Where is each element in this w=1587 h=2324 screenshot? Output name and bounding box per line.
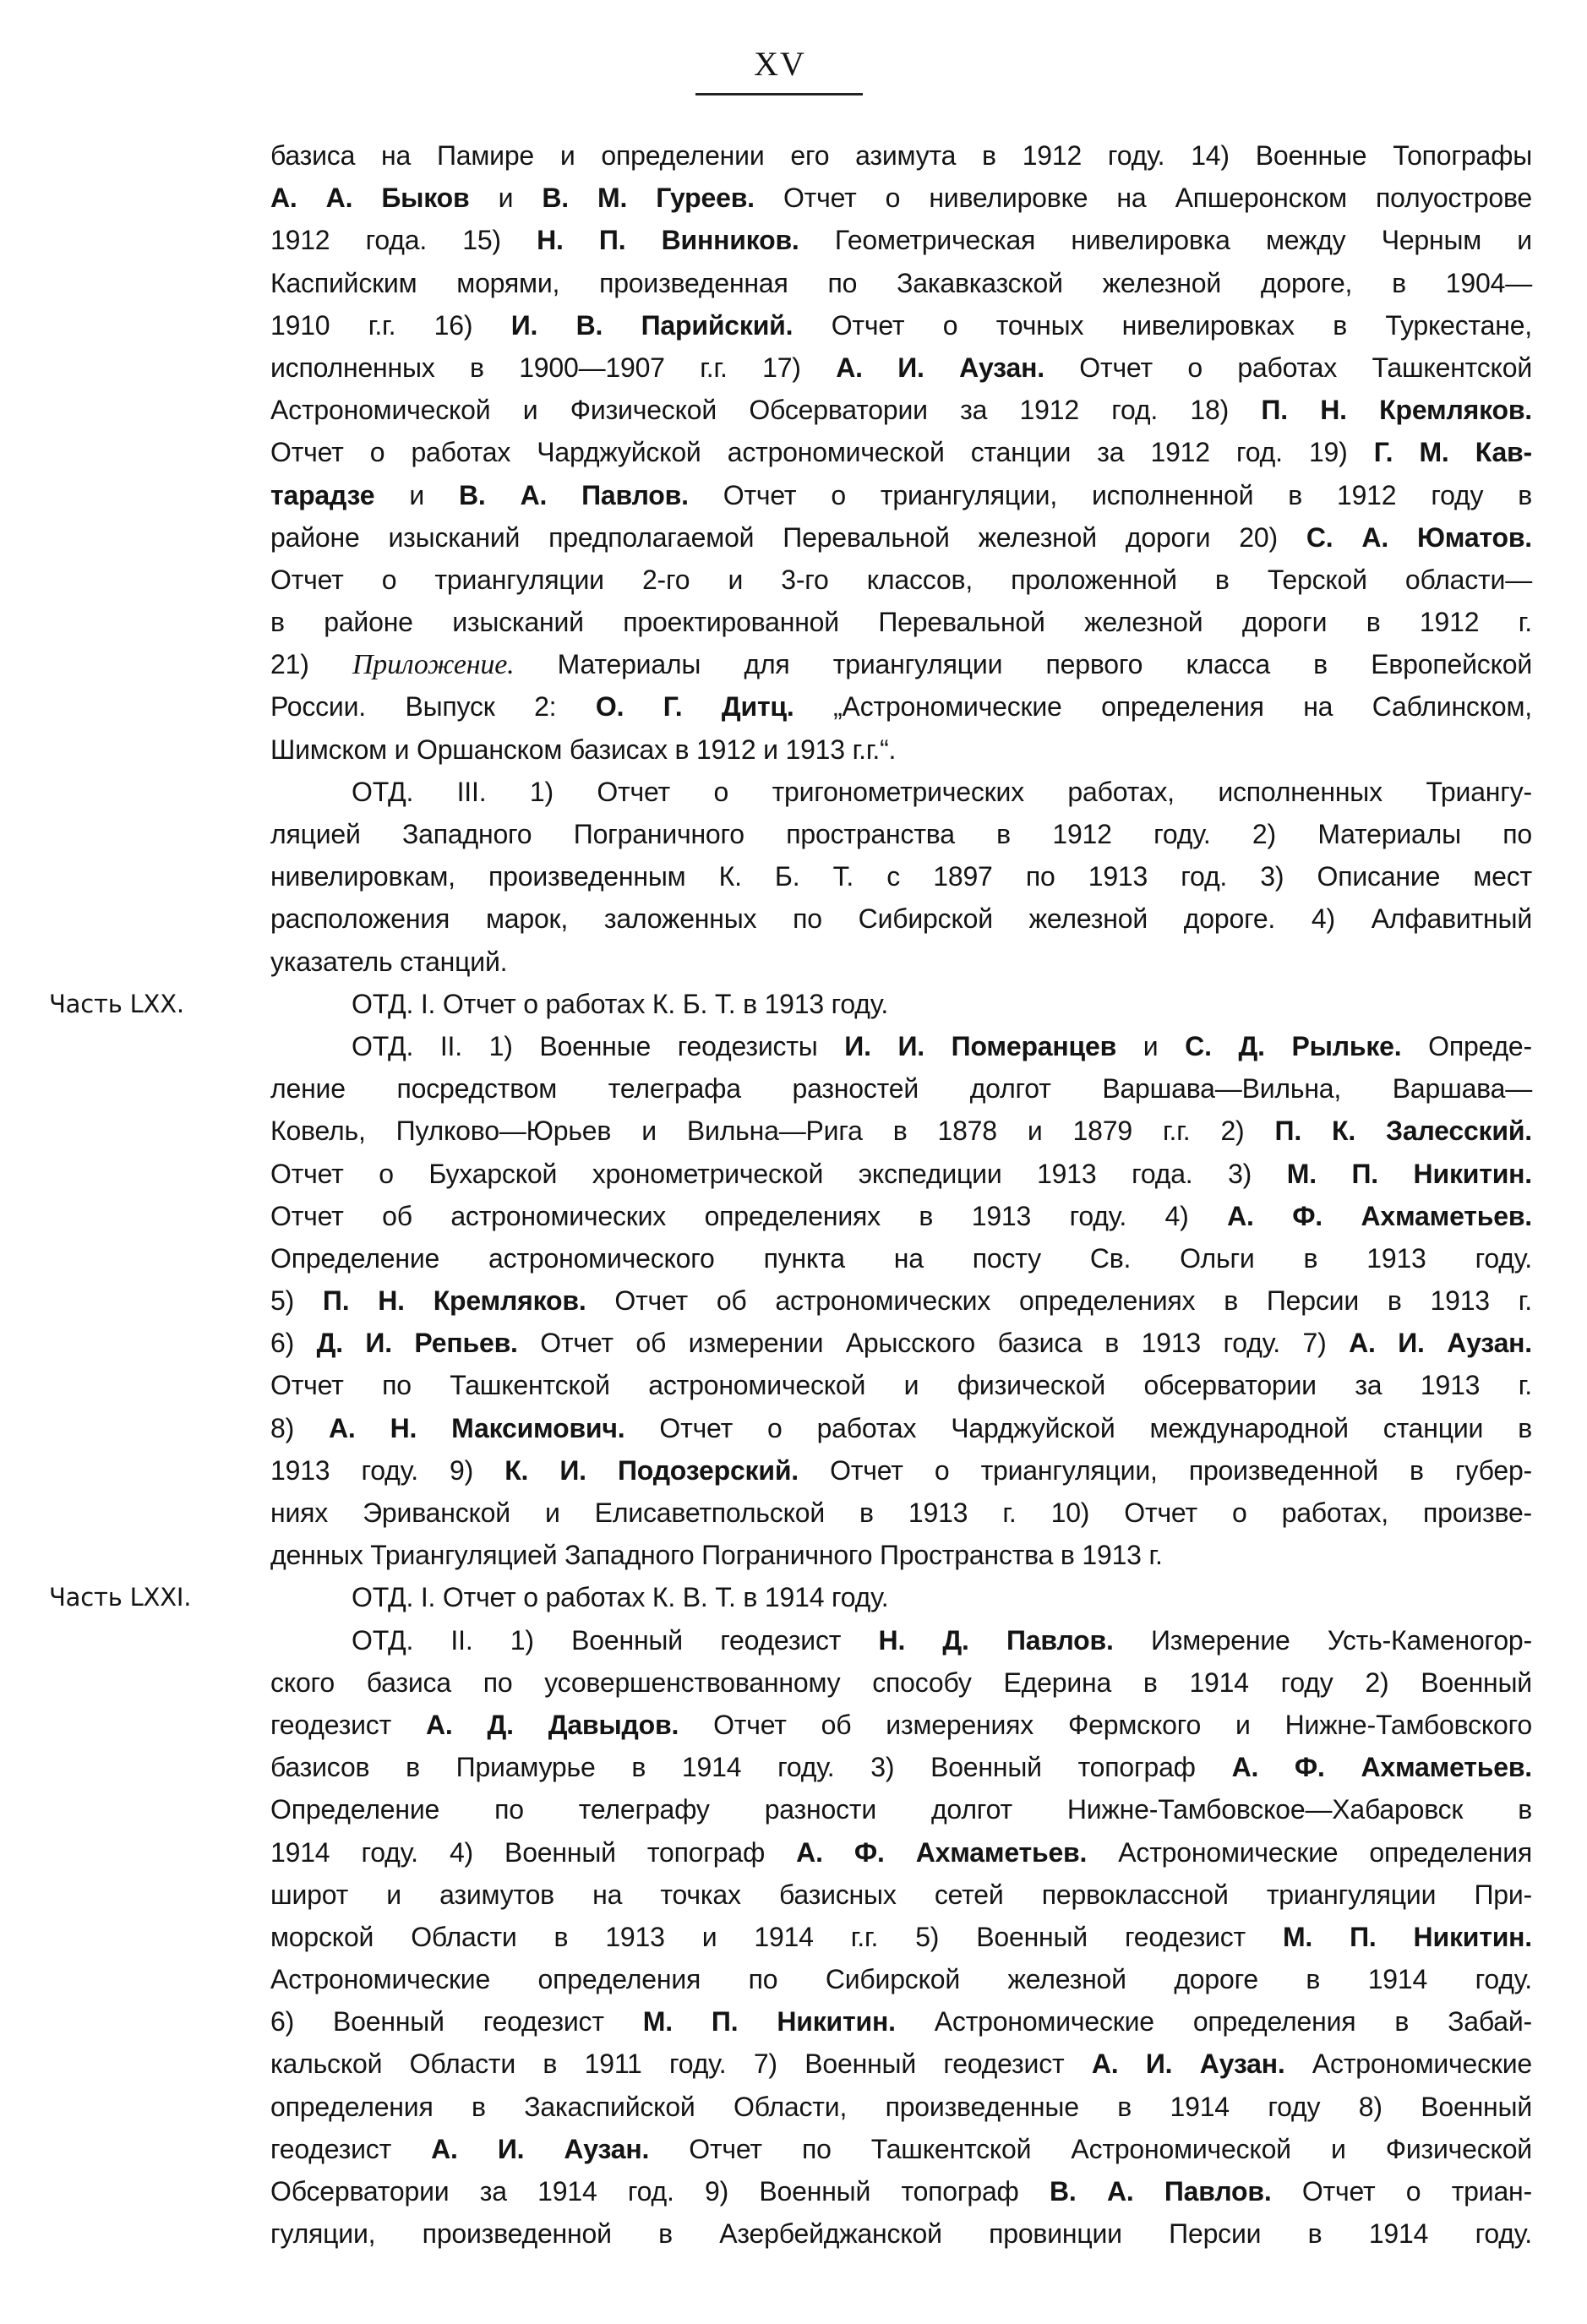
text-run: Отчет об астрономических определениях в Персии в 1913 г. <box>586 1285 1532 1317</box>
text-line <box>49 983 1532 1025</box>
text-run: Отчет о триангуляции 2-го и 3-го классов, проложенной в Терской области— <box>270 564 1532 595</box>
text-line <box>270 559 1532 601</box>
text-run: Отчет о триангуляции, исполненной в 1912 году в <box>688 479 1533 510</box>
text-run: Каспийским морями, произведенная по Закавказской железной дороге, в 1904— <box>270 267 1532 298</box>
author-name: А. Н. Максимович. <box>329 1412 625 1443</box>
text-run: ского базиса по усовершенствованному способу Едерина в 1914 году 2) Военный <box>270 1667 1532 1698</box>
text-run: ОТД. I. Отчет о работах К. Б. Т. в 1913 году. <box>352 988 889 1019</box>
text-run: и <box>469 183 543 214</box>
text-line <box>270 1237 1532 1279</box>
text-line <box>270 1958 1532 2000</box>
text-run: Измерение Усть-Каменогор- <box>1113 1624 1532 1656</box>
author-name: П. Н. Кремляков. <box>322 1285 586 1317</box>
italic-term: Приложение. <box>352 649 515 681</box>
text-line <box>270 1322 1532 1364</box>
text-run: 1910 г.г. 16) <box>270 309 511 341</box>
text-run: ОТД. I. Отчет о работах К. В. Т. в 1914 году. <box>352 1582 889 1613</box>
text-run: и <box>1116 1030 1186 1061</box>
author-name: А. И. Аузан. <box>1349 1328 1533 1359</box>
author-name: С. Д. Рыльке. <box>1185 1030 1402 1061</box>
text-line <box>270 1279 1532 1322</box>
text-line <box>270 2000 1532 2043</box>
text-run: Шимском и Оршанском базисах в 1912 и 1913 г.г.“. <box>270 734 897 765</box>
text-run: определения в Закаспийской Области, произведенные в 1914 году 8) Военный <box>270 2091 1532 2122</box>
author-name: В. А. Павлов. <box>459 479 689 510</box>
author-name: А. Ф. Ахмаметьев. <box>796 1836 1088 1868</box>
author-name: А. Ф. Ахмаметьев. <box>1231 1752 1532 1783</box>
text-run: 6) <box>270 1328 317 1359</box>
text-line <box>270 1492 1532 1534</box>
text-line <box>270 601 1532 643</box>
text-run: районе изысканий предполагаемой Перевальной железной дороги 20) <box>270 521 1306 553</box>
text-run: Определение по телеграфу разности долгот Нижне-Тамбовское—Хабаровск в <box>270 1794 1532 1825</box>
text-run: 1913 году. 9) <box>270 1454 505 1486</box>
text-line <box>270 177 1532 219</box>
text-line <box>270 1874 1532 1916</box>
text-run: Отчет о точных нивелировках в Туркестане, <box>793 309 1532 341</box>
text-run: 1914 году. 4) Военный топограф <box>270 1836 797 1868</box>
text-line <box>270 1619 1532 1661</box>
author-name: И. В. Парийский. <box>510 309 794 341</box>
text-line <box>270 516 1532 559</box>
text-run: Отчет о триан- <box>1271 2176 1532 2207</box>
text-run: базиса на Памире и определении его азимута в 1912 году. 14) Военные Топографы <box>270 140 1532 171</box>
text-line <box>270 2212 1532 2255</box>
text-run: Отчет об астрономических определениях в 1913 году. 4) <box>270 1200 1228 1231</box>
text-line <box>270 685 1532 728</box>
text-run: Отчет о нивелировке на Апшеронском полуострове <box>754 183 1532 214</box>
author-name: О. Г. Дитц. <box>595 691 794 723</box>
text-run: 1912 года. 15) <box>270 225 537 256</box>
text-run: кальской Области в 1911 году. 7) Военный геодезист <box>270 2049 1092 2080</box>
text-run: Обсерватории за 1914 год. 9) Военный топограф <box>270 2176 1050 2207</box>
text-run: ОТД. III. 1) Отчет о тригонометрических работах, исполненных Триангу- <box>352 776 1532 807</box>
text-run: Отчет по Ташкентской астрономической и физической обсерватории за 1913 г. <box>270 1370 1532 1401</box>
page-number: XV <box>754 45 806 83</box>
text-run: ОТД. II. 1) Военные геодезисты <box>352 1030 845 1061</box>
page-number-rule <box>695 93 863 95</box>
text-run: Отчет о работах Ташкентской <box>1044 352 1532 383</box>
text-line <box>270 941 1532 983</box>
text-run: Астрономические определения <box>1087 1836 1532 1868</box>
text-line <box>270 1704 1532 1746</box>
text-run: Астрономические определения в Забай- <box>895 2006 1532 2038</box>
author-name: В. А. Павлов. <box>1050 2176 1272 2207</box>
text-run: 21) <box>270 649 352 680</box>
author-name: А. А. Быков <box>270 183 470 214</box>
text-run: нивелировкам, произведенным К. Б. Т. с 1897 по 1913 год. 3) Описание мест <box>270 861 1532 892</box>
text-run: Отчет о работах Чарджуйской международной станции в <box>624 1412 1532 1443</box>
text-line <box>270 431 1532 473</box>
text-run: геодезист <box>270 2133 432 2164</box>
text-line <box>270 1025 1532 1067</box>
text-run: 5) <box>270 1285 323 1317</box>
author-name: А. И. Аузан. <box>431 2133 650 2164</box>
text-line <box>270 1407 1532 1449</box>
author-name: Н. Д. Павлов. <box>878 1624 1114 1656</box>
author-name: М. П. Никитин. <box>1282 1921 1532 1952</box>
text-line <box>270 1534 1532 1576</box>
text-run: Отчет о триангуляции, произведенной в губер- <box>799 1454 1532 1486</box>
author-name: К. И. Подозерский. <box>504 1454 799 1486</box>
text-line <box>270 304 1532 346</box>
author-name: М. П. Никитин. <box>642 2006 896 2038</box>
text-run: Геометрическая нивелировка между Черным и <box>799 225 1532 256</box>
text-line <box>270 897 1532 940</box>
author-name: А. Ф. Ахмаметьев. <box>1227 1200 1532 1231</box>
text-run: и <box>374 479 460 510</box>
text-run: ниях Эриванской и Елисаветпольской в 1913 г. 10) Отчет о работах, произве- <box>270 1498 1532 1528</box>
text-line <box>270 219 1532 261</box>
text-run: Отчет об измерениях Фермского и Нижне-Тамбовского <box>679 1709 1532 1740</box>
author-name: П. Н. Кремляков. <box>1261 395 1532 426</box>
author-name: П. К. Залесский. <box>1274 1116 1532 1147</box>
text-run: „Астрономические определения на Саблинском, <box>794 691 1532 723</box>
text-line <box>270 728 1532 771</box>
text-line <box>270 1661 1532 1704</box>
text-run: Астрономические <box>1284 2049 1532 2080</box>
part-margin-label: Часть LXXI. <box>49 1583 192 1612</box>
text-line <box>270 1788 1532 1830</box>
text-line <box>270 1746 1532 1788</box>
author-name: Г. М. Кав- <box>1373 437 1532 468</box>
author-name: И. И. Померанцев <box>844 1030 1117 1061</box>
text-run: ление посредством телеграфа разностей долгот Варшава—Вильна, Варшава— <box>270 1073 1532 1105</box>
text-line <box>270 855 1532 897</box>
text-run: денных Триангуляцией Западного Пограничного Пространства в 1913 г. <box>270 1540 1163 1571</box>
text-run: Определение астрономического пункта на посту Св. Ольги в 1913 году. <box>270 1242 1532 1274</box>
text-line <box>270 1449 1532 1492</box>
text-run: Астрономической и Физической Обсерватории за 1912 год. 18) <box>270 395 1262 426</box>
text-run: Материалы для триангуляции первого класса в Европейской <box>514 649 1532 680</box>
text-line <box>270 2086 1532 2128</box>
text-run: Опреде- <box>1401 1030 1532 1061</box>
text-run: Отчет о Бухарской хронометрической экспедиции 1913 года. 3) <box>270 1158 1287 1189</box>
text-run: Отчет о работах Чарджуйской астрономической станции за 1912 год. 19) <box>270 437 1374 468</box>
text-line <box>270 1067 1532 1110</box>
text-run: ляцией Западного Пограничного пространства в 1912 году. 2) Материалы по <box>270 819 1532 849</box>
text-run: Ковель, Пулково—Юрьев и Вильна—Рига в 1878 и 1879 г.г. 2) <box>270 1116 1275 1147</box>
text-run: Астрономические определения по Сибирской железной дороге в 1914 году. <box>270 1964 1532 1995</box>
text-line <box>270 389 1532 431</box>
author-name: А. Д. Давыдов. <box>425 1709 679 1740</box>
text-run: ОТД. II. 1) Военный геодезист <box>352 1624 879 1656</box>
text-line <box>270 474 1532 516</box>
author-name: А. И. Аузан. <box>836 352 1044 383</box>
text-line <box>270 2170 1532 2212</box>
text-line <box>270 1916 1532 1958</box>
text-line <box>270 134 1532 177</box>
author-name: А. И. Аузан. <box>1091 2049 1285 2080</box>
text-run: геодезист <box>270 1709 426 1740</box>
text-run: России. Выпуск 2: <box>270 691 596 723</box>
text-run: Отчет по Ташкентской Астрономической и Физической <box>649 2133 1532 2164</box>
text-line <box>270 643 1532 685</box>
text-line <box>270 771 1532 813</box>
text-run: морской Области в 1913 и 1914 г.г. 5) Военный геодезист <box>270 1921 1283 1952</box>
text-line <box>270 262 1532 304</box>
author-name: тарадзе <box>270 479 375 510</box>
text-run: в районе изысканий проектированной Перевальной железной дороги в 1912 г. <box>270 607 1532 638</box>
text-line <box>270 1195 1532 1237</box>
text-run: 8) <box>270 1412 330 1443</box>
text-line <box>270 1153 1532 1195</box>
author-name: Н. П. Винников. <box>537 225 799 256</box>
text-line <box>270 2043 1532 2085</box>
text-run: 6) Военный геодезист <box>270 2006 643 2038</box>
text-run: Отчет об измерении Арысского базиса в 1913 году. 7) <box>517 1328 1350 1359</box>
text-line <box>270 1110 1532 1152</box>
text-run: расположения марок, заложенных по Сибирской железной дороге. 4) Алфавитный <box>270 903 1532 935</box>
text-line <box>270 2128 1532 2170</box>
text-line <box>270 1364 1532 1406</box>
author-name: В. М. Гуреев. <box>542 183 755 214</box>
author-name: М. П. Никитин. <box>1286 1158 1532 1189</box>
text-line <box>270 346 1532 389</box>
text-line <box>270 813 1532 855</box>
text-run: указатель станций. <box>270 946 508 977</box>
text-run: базисов в Приамурье в 1914 году. 3) Военный топограф <box>270 1752 1232 1783</box>
body-text <box>49 134 1533 2255</box>
author-name: Д. И. Репьев. <box>316 1328 518 1359</box>
text-line <box>49 1576 1532 1618</box>
text-run: гуляции, произведенной в Азербейджанской провинции Персии в 1914 году. <box>270 2218 1532 2250</box>
author-name: С. А. Юматов. <box>1306 521 1532 553</box>
text-line <box>270 1831 1532 1874</box>
text-run: широт и азимутов на точках базисных сетей первоклассной триангуляции При- <box>270 1879 1532 1910</box>
part-margin-label: Часть LXX. <box>49 989 184 1018</box>
text-run: исполненных в 1900—1907 г.г. 17) <box>270 352 837 383</box>
